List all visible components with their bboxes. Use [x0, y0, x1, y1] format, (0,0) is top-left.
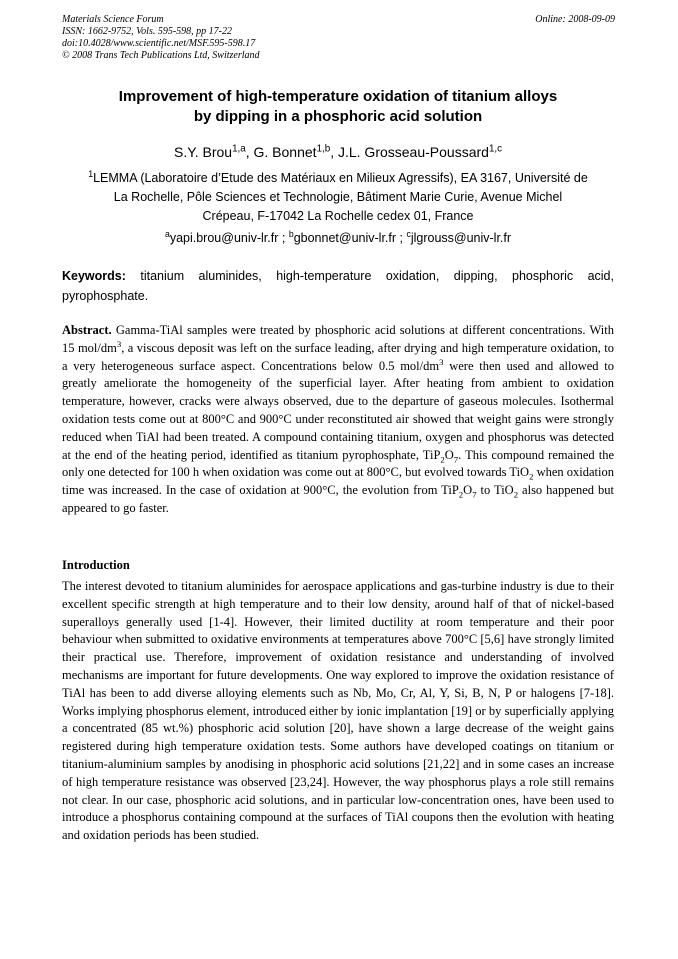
- email-link-a[interactable]: yapi.brou@univ-lr.fr: [169, 231, 279, 245]
- author-2: G. Bonnet: [253, 144, 317, 160]
- doi-line: doi:10.4028/www.scientific.net/MSF.595-598.17: [62, 38, 256, 49]
- journal-name: Materials Science Forum: [62, 14, 164, 25]
- abstract-paragraph: [62, 322, 614, 518]
- abstract-text: O: [463, 483, 473, 498]
- keywords-text: titanium aluminides, high-temperature oxidation, dipping, phosphoric acid, pyrophosphate.: [62, 269, 614, 303]
- email-link-c[interactable]: jlgrouss@univ-lr.fr: [410, 231, 512, 245]
- abstract-text: also happened but appeared to go faster.: [62, 483, 614, 515]
- abstract-superscript: 3: [116, 338, 122, 349]
- keywords-label: Keywords:: [62, 269, 126, 283]
- title-line-2: by dipping in a phosphoric acid solution: [193, 108, 483, 125]
- author-2-affil: 1,b: [316, 143, 331, 155]
- issn-line: ISSN: 1662-9752, Vols. 595-598, pp 17-22: [62, 26, 232, 37]
- journal-header: [62, 14, 260, 62]
- email-marker-a: a: [164, 228, 170, 239]
- affiliation-line-1: LEMMA (Laboratoire d’Etude des Matériaux en Milieux Agressifs), EA 3167, Université de: [93, 171, 588, 185]
- email-separator: ;: [278, 231, 289, 245]
- abstract-subscript: 2: [440, 454, 445, 465]
- abstract-text: , a viscous deposit was left on the surface leading, after drying and high temperature oxidation, to a very heterogeneous surface aspect. Concentrations below 0.5 mol/dm: [62, 340, 614, 373]
- abstract-superscript: 3: [439, 356, 444, 367]
- abstract-text: . This compound remained the only one detected for 100 h when oxidation was come out at 800°C, but evolved towards TiO: [62, 447, 614, 480]
- author-3-affil: 1,c: [488, 143, 503, 155]
- abstract-text: when oxidation time was increased. In the case of oxidation at 900°C, the evolution from TiP: [62, 465, 614, 498]
- affiliation: [62, 169, 614, 226]
- author-separator: ,: [330, 144, 338, 160]
- title-line-1: Improvement of high-temperature oxidation of titanium alloys: [118, 88, 558, 105]
- abstract-text: to TiO: [476, 483, 514, 498]
- author-1: S.Y. Brou: [173, 144, 233, 160]
- author-3: J.L. Grosseau-Poussard: [337, 144, 489, 160]
- section-heading-introduction: Introduction: [62, 558, 130, 572]
- affiliation-line-2: La Rochelle, Pôle Sciences et Technologie, Bâtiment Marie Curie, Avenue Michel: [113, 190, 563, 204]
- email-list: [62, 230, 614, 246]
- abstract-subscript: 2: [513, 489, 519, 500]
- email-marker-b: b: [288, 228, 294, 239]
- introduction-paragraph: The interest devoted to titanium aluminides for aerospace applications and gas-turbine industry is due to their excellent specific strength at high temperature and to their low density, around half of that of nickel-based superalloys generally used [1-4]. However, their limited ductility at room temperature and their poor behaviour when submitted to oxidative environments at temperatures above 700°C [5,6] have strongly limited their practical use. Therefore, improvement of oxidation resistance and understanding of involved mechanisms are important for future developments. One way explored to improve the oxidation resistance of TiAl has been to add diverse alloying elements such as Nb, Mo, Cr, Al, Y, Si, B, N, P or halogens [7-18]. Works implying phosphorus element, introduced either by ionic implantation [19] or by superficially applying a concentrated (85 wt.%) phosphoric acid solution [20], have shown a large decrease of the weight gains registered during high temperature oxidation tests. Some authors have developed coatings on titanium or titanium-aluminium samples by anodising in phosphoric acid solutions [21,22] and in some cases an increase of high temperature resistance was observed [23,24]. However, the way phosphorus plays a role still remains not clear. In our case, phosphoric acid solutions, and in particular low-concentration ones, have been used to introduce a phosphorus containing compound at the surfaces of TiAl coupons then the evolution with heating and oxidation periods has been studied.: [62, 579, 614, 843]
- abstract-subscript: 2: [458, 489, 464, 500]
- email-link-b[interactable]: gbonnet@univ-lr.fr: [293, 231, 397, 245]
- author-separator: ,: [245, 144, 254, 160]
- copyright-line: © 2008 Trans Tech Publications Ltd, Switzerland: [62, 50, 260, 61]
- abstract-subscript: 2: [529, 471, 534, 482]
- keywords-paragraph: [62, 266, 614, 306]
- abstract-label: Abstract.: [62, 323, 112, 337]
- abstract-text: Gamma-TiAl samples were treated by phosphoric acid solutions at different concentrations. With 15 mol/dm: [62, 323, 614, 355]
- email-marker-c: c: [406, 228, 411, 239]
- abstract-text: were then used and allowed to greatly ameliorate the homogeneity of the superficial layer. After heating from ambient to oxidation temperature, however, cracks were always observed, due to the departure of gaseous molecules. Isothermal oxidation tests come out at 800°C and 900°C under reconstituted air showed that weight gains were strongly reduced when TiAl had been treated. A compound containing titanium, oxygen and phosphorus was detected at the end of the heating period, identified as titanium pyrophosphate, TiP: [62, 358, 614, 462]
- affiliation-marker: 1: [88, 168, 94, 179]
- author-1-affil: 1,a: [232, 143, 246, 155]
- affiliation-line-3: Crépeau, F-17042 La Rochelle cedex 01, France: [202, 209, 474, 223]
- abstract-text: O: [444, 447, 454, 462]
- online-date: Online: 2008-09-09: [535, 14, 615, 25]
- paper-title: [62, 87, 614, 127]
- email-separator: ;: [396, 231, 407, 245]
- abstract-subscript: 7: [472, 489, 477, 500]
- abstract-subscript: 7: [453, 454, 459, 465]
- author-list: [62, 143, 614, 161]
